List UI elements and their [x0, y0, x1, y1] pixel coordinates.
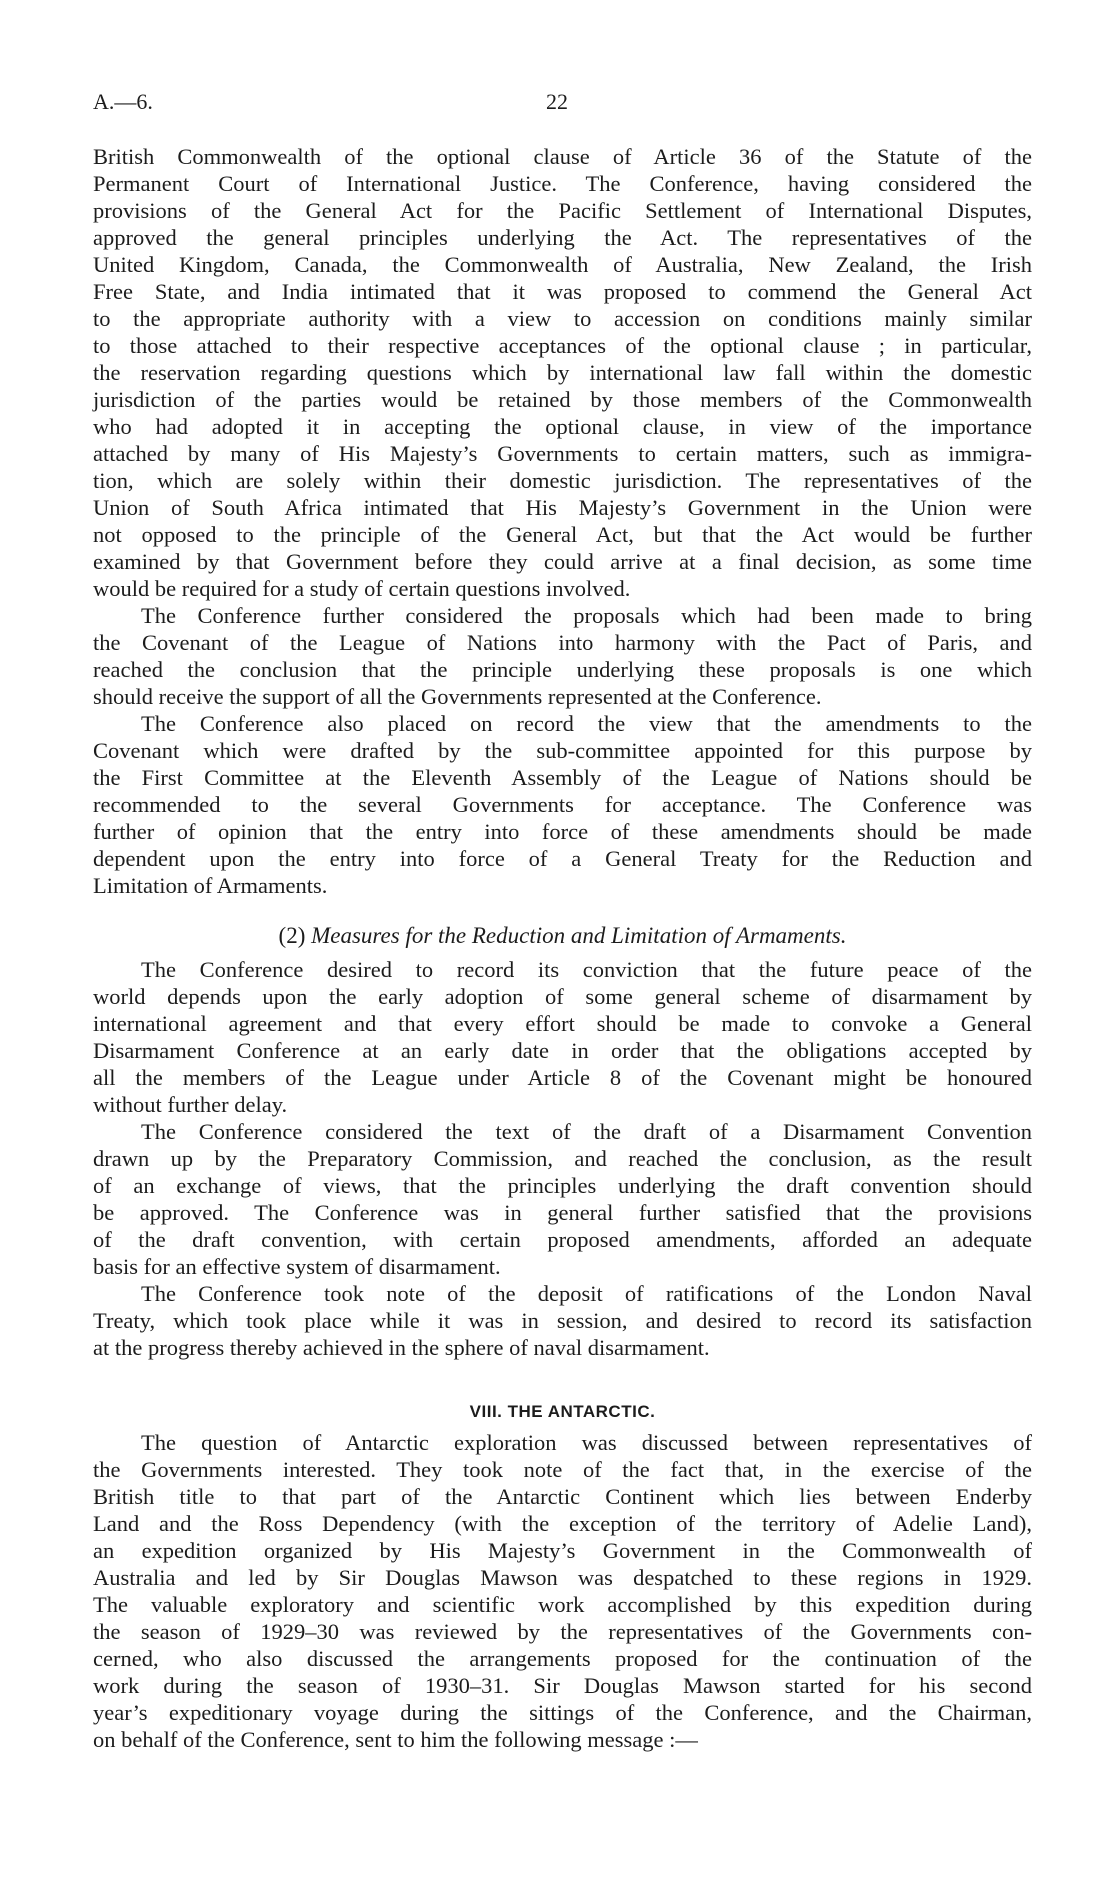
paragraph	[93, 956, 1032, 1118]
subsection-title: Measures for the Reduction and Limitation of Armaments.	[311, 923, 847, 948]
subsection-number: (2)	[278, 923, 306, 948]
text-line: recommended to the several Governments for acceptance. The Conference was	[93, 792, 1032, 817]
text-line: jurisdiction of the parties would be retained by those members of the Commonwealth	[93, 387, 1032, 412]
text-line: world depends upon the early adoption of some general scheme of disarmament by	[93, 984, 1032, 1009]
text-line: Disarmament Conference at an early date in order that the obligations accepted by	[93, 1038, 1032, 1063]
paragraph	[93, 602, 1032, 710]
text-line: the season of 1929–30 was reviewed by the representatives of the Governments con-	[93, 1619, 1032, 1644]
text-line: would be required for a study of certain questions involved.	[93, 576, 631, 601]
text-line: the Covenant of the League of Nations into harmony with the Pact of Paris, and	[93, 630, 1032, 655]
text-line: The valuable exploratory and scientific work accomplished by this expedition during	[93, 1592, 1032, 1617]
text-line: of an exchange of views, that the principles underlying the draft convention should	[93, 1173, 1032, 1198]
text-line: examined by that Government before they could arrive at a final decision, as some time	[93, 549, 1032, 574]
text-line: approved the general principles underlying the Act. The representatives of the	[93, 225, 1032, 250]
text-line: on behalf of the Conference, sent to him the following message :—	[93, 1727, 698, 1752]
text-line: drawn up by the Preparatory Commission, and reached the conclusion, as the result	[93, 1146, 1032, 1171]
text-line: The Conference desired to record its conviction that the future peace of the	[141, 957, 1032, 982]
text-line: Permanent Court of International Justice. The Conference, having considered the	[93, 171, 1032, 196]
text-line: work during the season of 1930–31. Sir Douglas Mawson started for his second	[93, 1673, 1032, 1698]
text-line: Land and the Ross Dependency (with the exception of the territory of Adelie Land),	[93, 1511, 1032, 1536]
text-line: all the members of the League under Article 8 of the Covenant might be honoured	[93, 1065, 1032, 1090]
text-line: basis for an effective system of disarmament.	[93, 1254, 501, 1279]
text-line: to those attached to their respective acceptances of the optional clause ; in particular,	[93, 333, 1032, 358]
text-line: the reservation regarding questions which by international law fall within the domestic	[93, 360, 1032, 385]
text-line: further of opinion that the entry into force of these amendments should be made	[93, 819, 1032, 844]
text-line: year’s expeditionary voyage during the sittings of the Conference, and the Chairman,	[93, 1700, 1032, 1725]
text-line: to the appropriate authority with a view to accession on conditions mainly similar	[93, 306, 1032, 331]
text-line: dependent upon the entry into force of a General Treaty for the Reduction and	[93, 846, 1032, 871]
text-line: The question of Antarctic exploration was discussed between representatives of	[141, 1430, 1032, 1455]
text-line: attached by many of His Majesty’s Governments to certain matters, such as immigra-	[93, 441, 1032, 466]
text-line: The Conference also placed on record the view that the amendments to the	[141, 711, 1032, 736]
paragraph	[93, 1118, 1032, 1280]
text-line: not opposed to the principle of the General Act, but that the Act would be further	[93, 522, 1032, 547]
text-line: Treaty, which took place while it was in session, and desired to record its satisfaction	[93, 1308, 1032, 1333]
document-series-code: A.—6.	[93, 89, 153, 114]
text-line: United Kingdom, Canada, the Commonwealth of Australia, New Zealand, the Irish	[93, 252, 1032, 277]
paragraph	[93, 1280, 1032, 1361]
text-line: Australia and led by Sir Douglas Mawson was despatched to these regions in 1929.	[93, 1565, 1032, 1590]
text-line: cerned, who also discussed the arrangements proposed for the continuation of the	[93, 1646, 1032, 1671]
paragraph	[93, 1429, 1032, 1753]
text-line: tion, which are solely within their domestic jurisdiction. The representatives of the	[93, 468, 1032, 493]
text-line: the Governments interested. They took note of the fact that, in the exercise of the	[93, 1457, 1032, 1482]
text-line: an expedition organized by His Majesty’s Government in the Commonwealth of	[93, 1538, 1032, 1563]
section-heading: VIII. THE ANTARCTIC.	[469, 1402, 656, 1421]
text-line: provisions of the General Act for the Pacific Settlement of International Disputes,	[93, 198, 1032, 223]
text-line: Union of South Africa intimated that His Majesty’s Government in the Union were	[93, 495, 1032, 520]
text-line: The Conference further considered the proposals which had been made to bring	[141, 603, 1032, 628]
text-line: at the progress thereby achieved in the sphere of naval disarmament.	[93, 1335, 710, 1360]
page-number: 22	[546, 89, 568, 114]
text-line: should receive the support of all the Governments represented at the Conference.	[93, 684, 822, 709]
text-line: Limitation of Armaments.	[93, 873, 328, 898]
text-line: The Conference considered the text of the draft of a Disarmament Convention	[141, 1119, 1032, 1144]
text-line: without further delay.	[93, 1092, 288, 1117]
document-body	[93, 143, 1032, 1753]
text-line: be approved. The Conference was in general further satisfied that the provisions	[93, 1200, 1032, 1225]
subsection-heading	[93, 922, 1032, 949]
text-line: international agreement and that every effort should be made to convoke a General	[93, 1011, 1032, 1036]
paragraph	[93, 143, 1032, 602]
text-line: who had adopted it in accepting the optional clause, in view of the importance	[93, 414, 1032, 439]
text-line: The Conference took note of the deposit of ratifications of the London Naval	[141, 1281, 1032, 1306]
text-line: Covenant which were drafted by the sub-committee appointed for this purpose by	[93, 738, 1032, 763]
text-line: British Commonwealth of the optional clause of Article 36 of the Statute of the	[93, 144, 1032, 169]
text-line: reached the conclusion that the principle underlying these proposals is one which	[93, 657, 1032, 682]
text-line: Free State, and India intimated that it was proposed to commend the General Act	[93, 279, 1032, 304]
paragraph	[93, 710, 1032, 899]
text-line: of the draft convention, with certain proposed amendments, afforded an adequate	[93, 1227, 1032, 1252]
text-line: the First Committee at the Eleventh Assembly of the League of Nations should be	[93, 765, 1032, 790]
text-line: British title to that part of the Antarctic Continent which lies between Enderby	[93, 1484, 1032, 1509]
